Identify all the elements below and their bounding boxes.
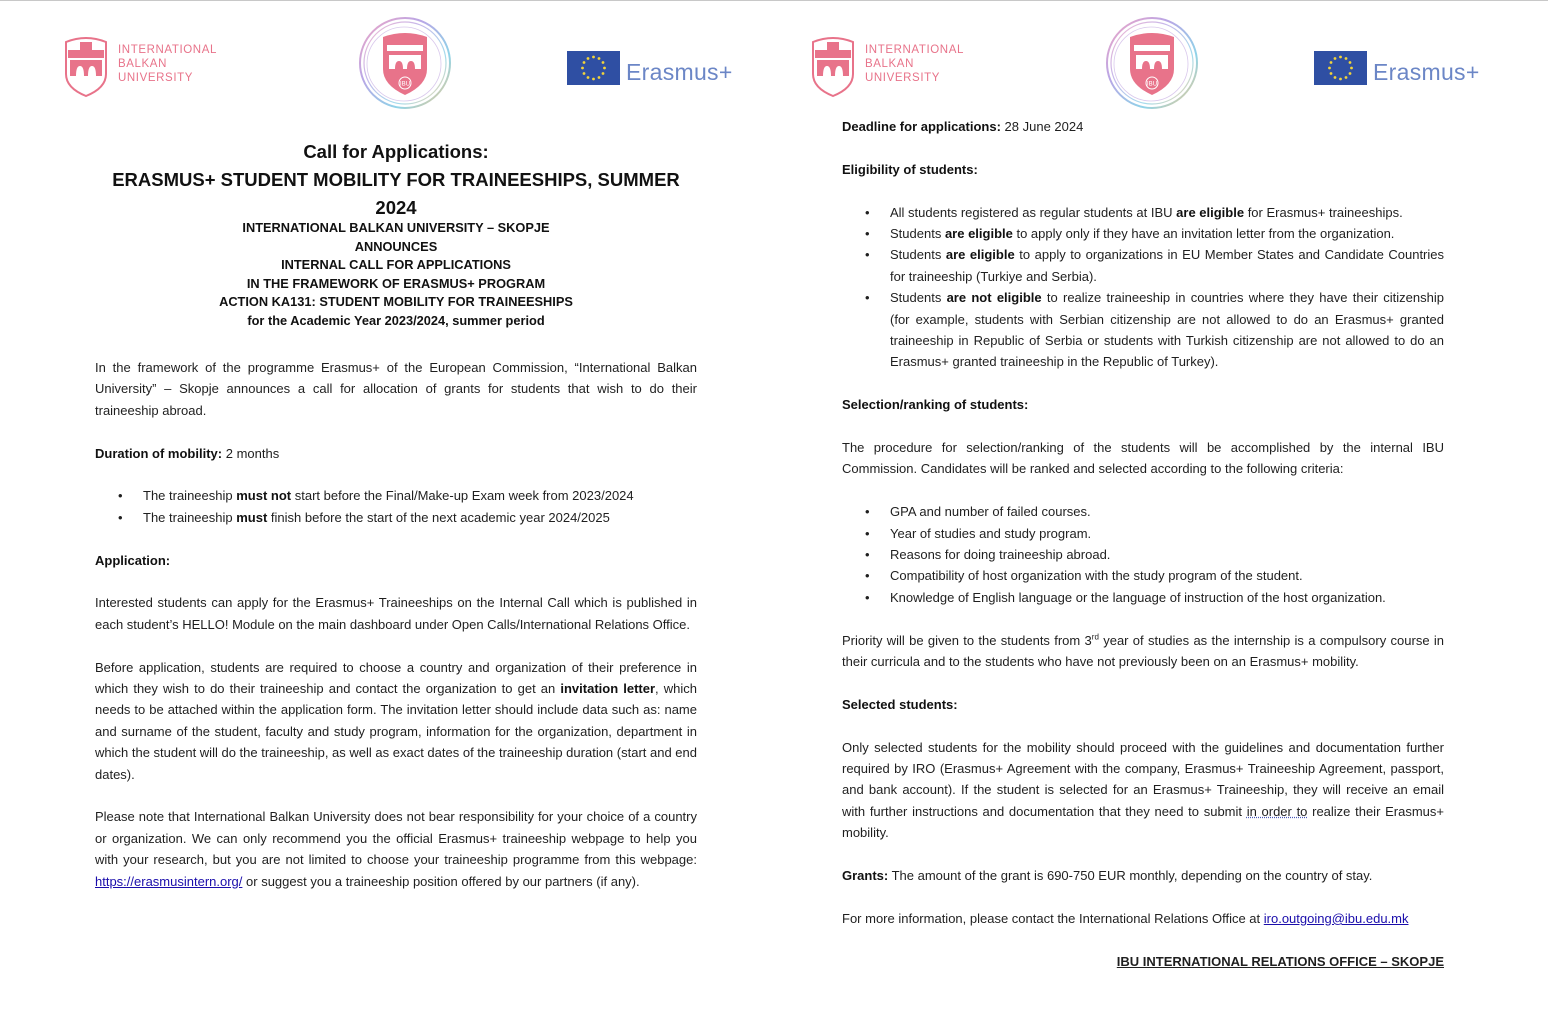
call-title-line: ERASMUS+ STUDENT MOBILITY FOR TRAINEESHIPS, SUMMER 2024 xyxy=(112,169,680,218)
selected-paragraph xyxy=(842,737,1444,844)
deadline-line xyxy=(842,116,1444,137)
list-item xyxy=(842,202,1444,223)
contact-paragraph xyxy=(842,908,1444,929)
duration-value: 2 months xyxy=(222,445,280,461)
erasmus-logo xyxy=(567,51,747,87)
announcement-line: for the Academic Year 2023/2024, summer period xyxy=(247,312,545,328)
list-item: • Reasons for doing traineeship abroad. xyxy=(842,544,1444,565)
erasmusintern-link[interactable]: https://erasmusintern.org/ xyxy=(95,873,243,889)
paragraph-text: Only selected students for the mobility should proceed with the guidelines and documentation further required by IRO (Erasmus+ Agreement with the company, Erasmus+ Traineeship Agreement, passport, and bank account). If the student is selected for an Erasmus+ Traineeship, they will receive an email with further instructions and documentation that they need to submit xyxy=(842,739,1444,819)
ibu-logo-line: INTERNATIONAL xyxy=(118,44,217,56)
list-item-bold: must not xyxy=(236,488,292,504)
page2-body xyxy=(842,116,1444,972)
list-item: • GPA and number of failed courses. xyxy=(842,501,1444,522)
list-item xyxy=(842,287,1444,373)
application-paragraph: Interested students can apply for the Erasmus+ Traineeships on the Internal Call which is published in each student’s HELLO! Module on the main dashboard under Open Calls/International Relations Office. xyxy=(95,595,697,632)
selection-heading-text: Selection/ranking of students: xyxy=(842,397,1029,413)
spellcheck-underlined-text: in order to xyxy=(1246,803,1308,819)
signature: IBU INTERNATIONAL RELATIONS OFFICE – SKOPJE xyxy=(1116,953,1444,969)
list-item xyxy=(842,244,1444,287)
ibu-logo-line: INTERNATIONAL xyxy=(865,44,964,56)
list-item-text: to realize traineeship in countries where they have their citizenship (for example, students with Serbian citizenship are not allowed to do an Erasmus+ granted traineeship in Republic of Serbia or students with Turkish citizenship are not allowed to do an Erasmus+ granted traineeship in the Republic of Turkey). xyxy=(890,290,1444,370)
list-item xyxy=(95,507,697,528)
selected-heading-text: Selected students: xyxy=(842,696,958,712)
list-item: • Year of studies and study program. xyxy=(842,523,1444,544)
paragraph-text: year of studies as the internship is a compulsory course in their curricula and to the students who have not previously been on an Erasmus+ mobility. xyxy=(842,632,1444,670)
page1-body xyxy=(95,357,697,892)
announcement-line: INTERNAL CALL FOR APPLICATIONS xyxy=(281,257,511,273)
list-item xyxy=(95,485,697,506)
list-item-text: All students registered as regular students at IBU xyxy=(890,204,1177,220)
eligibility-heading-text: Eligibility of students: xyxy=(842,161,978,177)
selection-heading xyxy=(842,394,1444,415)
list-item-text: Students xyxy=(890,226,945,241)
priority-paragraph xyxy=(842,630,1444,673)
paragraph-text: For more information, please contact the International Relations Office at xyxy=(842,910,1264,926)
application-heading-text: Application: xyxy=(95,552,171,568)
eu-flag-icon xyxy=(1314,51,1367,85)
criteria-list xyxy=(842,501,1444,608)
seal-text: IBU xyxy=(399,80,411,88)
list-item-bold: are not eligible xyxy=(946,290,1042,306)
note-paragraph xyxy=(95,806,697,892)
paragraph-text: , which needs to be attached within the application form. The invitation letter should include data such as: name and surname of the student, faculty and study program, information for the organization, department in which the student will do the traineeship, as well as exact dates of the traineeship duration (start and end dates). xyxy=(95,681,697,782)
duration-label: Duration of mobility: xyxy=(95,445,223,461)
ibu-logo-line: BALKAN xyxy=(865,58,914,70)
ibu-seal-icon xyxy=(357,15,453,111)
list-item-text: Students xyxy=(890,247,946,263)
deadline-label: Deadline for applications: xyxy=(842,119,1001,134)
announcement-line: ACTION KA131: STUDENT MOBILITY FOR TRAINEESHIPS xyxy=(219,294,573,310)
list-item-bold: are eligible xyxy=(944,226,1013,241)
invitation-letter-bold: invitation letter xyxy=(560,681,656,697)
application-heading xyxy=(95,550,697,571)
superscript: rd xyxy=(1091,632,1099,642)
paragraph-text: Priority will be given to the students from 3 xyxy=(842,632,1092,648)
list-item-text: The traineeship xyxy=(143,509,237,525)
list-item-text: to apply to organizations in EU Member States and Candidate Countries for traineeship (Turkiye and Serbia). xyxy=(890,247,1445,284)
announcement-line: ANNOUNCES xyxy=(354,238,438,254)
ibu-logo-line: UNIVERSITY xyxy=(118,72,194,84)
list-item xyxy=(842,223,1444,244)
eligibility-list xyxy=(842,202,1444,373)
erasmus-logo xyxy=(1314,51,1494,87)
grants-value: The amount of the grant is 690-750 EUR monthly, depending on the country of stay. xyxy=(888,868,1373,884)
ibu-logo-line: BALKAN xyxy=(118,58,167,70)
announcement-line: INTERNATIONAL BALKAN UNIVERSITY – SKOPJE xyxy=(242,220,550,235)
grants-label: Grants: xyxy=(842,868,889,884)
paragraph-text: Before application, students are required to choose a country and organization of their preference in which they wish to do their traineeship and contact the organization to get an xyxy=(95,659,697,697)
document-page-2 xyxy=(747,0,1521,1036)
selection-paragraph: The procedure for selection/ranking of the students will be accomplished by the internal IBU Commission. Candidates will be ranked and selected according to the following criteria: xyxy=(842,440,1444,477)
call-title-line: Call for Applications: xyxy=(303,141,489,162)
list-item-text: finish before the start of the next academic year 2024/2025 xyxy=(267,509,610,525)
list-item: • Compatibility of host organization with the study program of the student. xyxy=(842,565,1444,586)
ibu-logo-line: UNIVERSITY xyxy=(865,72,941,84)
list-item-text: Students xyxy=(890,290,947,306)
intro-paragraph: In the framework of the programme Erasmus+ of the European Commission, “International Balkan University” – Skopje announces a call for allocation of grants for students that wish to do their traineeship abroad. xyxy=(95,360,697,418)
ibu-logo-text xyxy=(118,43,217,85)
grants-line xyxy=(842,865,1444,886)
ibu-shield-icon xyxy=(62,36,110,98)
eu-flag-icon xyxy=(567,51,620,85)
list-item-text: for Erasmus+ traineeships. xyxy=(1244,204,1403,220)
list-item-text: to apply only if they have an invitation letter from the organization. xyxy=(1012,226,1395,241)
ibu-logo-text xyxy=(865,43,964,85)
paragraph-text: realize their Erasmus+ mobility. xyxy=(842,803,1444,841)
duration-line xyxy=(95,443,697,464)
contact-email-link[interactable]: iro.outgoing@ibu.edu.mk xyxy=(1263,910,1409,926)
ibu-shield-icon xyxy=(809,36,857,98)
list-item: • Knowledge of English language or the language of instruction of the host organization. xyxy=(842,587,1444,608)
before-application-paragraph xyxy=(95,657,697,785)
deadline-value: 28 June 2024 xyxy=(1000,119,1084,134)
call-title xyxy=(95,138,697,222)
list-item-bold: are eligible xyxy=(1176,204,1245,220)
erasmus-logo-text: Erasmus+ xyxy=(1373,59,1480,85)
ibu-logo xyxy=(62,36,222,98)
list-item-text: The traineeship xyxy=(143,488,237,504)
ibu-logo xyxy=(809,36,969,98)
list-item-bold: must xyxy=(236,509,268,525)
erasmus-logo-text: Erasmus+ xyxy=(626,59,733,85)
duration-list xyxy=(95,485,697,528)
announcement-block xyxy=(95,219,697,331)
announcement-line: IN THE FRAMEWORK OF ERASMUS+ PROGRAM xyxy=(246,275,546,291)
ibu-seal-icon xyxy=(1104,15,1200,111)
list-item-text: start before the Final/Make-up Exam week from 2023/2024 xyxy=(291,488,634,504)
eligibility-heading xyxy=(842,159,1444,180)
seal-text: IBU xyxy=(1146,80,1158,88)
paragraph-text: or suggest you a traineeship position offered by our partners (if any). xyxy=(242,873,640,889)
list-item-bold: are eligible xyxy=(945,247,1015,263)
selected-heading xyxy=(842,694,1444,715)
paragraph-text: Please note that International Balkan University does not bear responsibility for your choice of a country or organization. We can only recommend you the official Erasmus+ traineeship webpage to help you with your research, but you are not limited to choose your traineeship programme from this webpage: xyxy=(95,809,697,868)
